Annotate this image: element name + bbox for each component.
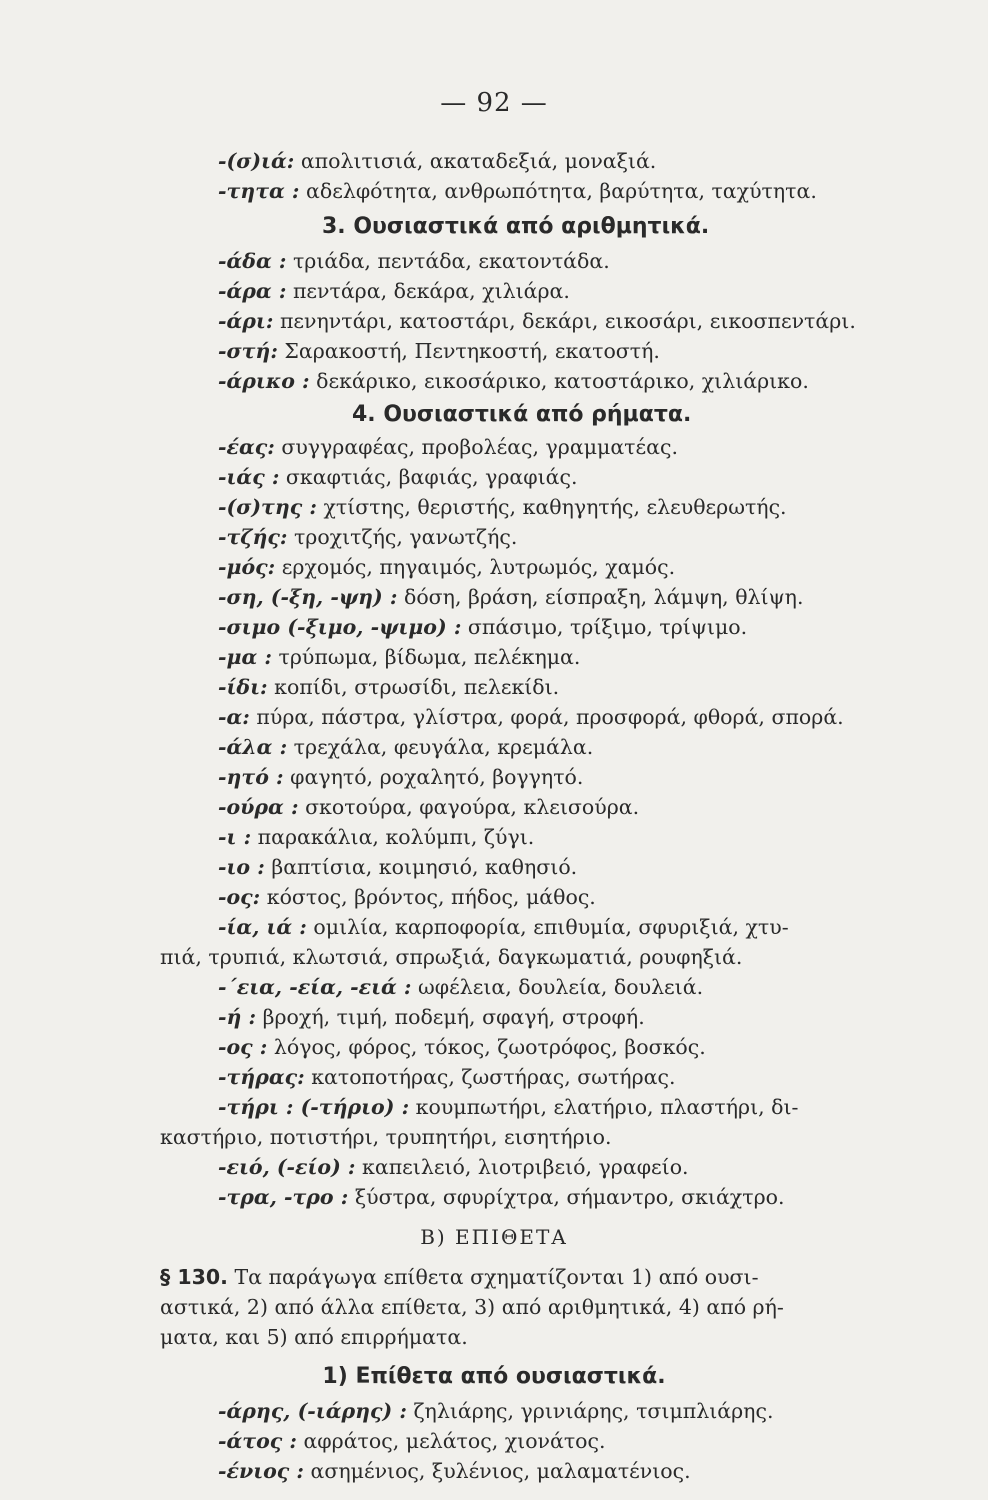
suffix: -άρης, (-ιάρης) : [218,1399,407,1423]
entry-line [218,246,888,276]
examples: βαπτίσια, κοιμησιό, καθησιό. [271,855,578,879]
entry-line [218,582,888,612]
suffix: -ητό : [218,765,284,789]
suffix: -ιο : [218,855,265,879]
section-title-adjectives: Β) ΕΠΙΘΕΤΑ [420,1225,568,1249]
suffix: -ος : [218,1035,268,1059]
examples: κόστος, βρόντος, πήδος, μάθος. [266,885,596,909]
examples: φαγητό, ροχαλητό, βογγητό. [290,765,584,789]
suffix: -τήρι : (-τήριο) : [218,1095,410,1119]
examples: λόγος, φόρος, τόκος, ζωοτρόφος, βοσκός. [273,1035,706,1059]
paragraph-line [160,1262,888,1292]
examples: κουμπωτήρι, ελατήριο, πλαστήρι, δι- [415,1095,799,1119]
suffix: -τρα, -τρο : [218,1185,349,1209]
section-mark: § 130. [160,1265,228,1289]
suffix: -τζής: [218,525,288,549]
entry-line [218,822,888,852]
examples: συγγραφέας, προβολέας, γραμματέας. [281,435,678,459]
examples: αδελφότητα, ανθρωπότητα, βαρύτητα, ταχύτητα. [306,179,817,203]
examples: Σαρακοστή, Πεντηκοστή, εκατοστή. [284,339,660,363]
examples: τρύπωμα, βίδωμα, πελέκημα. [278,645,581,669]
entry-line [218,732,888,762]
suffix: -α: [218,705,250,729]
entry-line [218,852,888,882]
examples: τρεχάλα, φευγάλα, κρεμάλα. [293,735,594,759]
examples: ερχομός, πηγαιμός, λυτρωμός, χαμός. [281,555,676,579]
entry-line [218,522,888,552]
entry-line [218,432,888,462]
suffix: -ένιος : [218,1459,304,1483]
suffix: -άρικο : [218,369,310,393]
suffix: -άτος : [218,1429,297,1453]
suffix: -ος: [218,885,261,909]
entry-line [218,762,888,792]
suffix: -ή : [218,1005,257,1029]
examples: δεκάρικο, εικοσάρικο, κατοστάρικο, χιλιάρικο. [316,369,809,393]
heading-verbs: 4. Ουσιαστικά από ρήματα. [352,402,692,427]
suffix: -(σ)ιά: [218,149,295,173]
paragraph-text: Τα παράγωγα επίθετα σχηματίζονται 1) από ουσι- [234,1265,759,1289]
suffix: -άρι: [218,309,274,333]
suffix: -μα : [218,645,272,669]
examples: σπάσιμο, τρίξιμο, τρίψιμο. [467,615,748,639]
entry-line [218,1426,888,1456]
entry-line [218,702,888,732]
entry-line [218,176,888,206]
examples: απολιτισιά, ακαταδεξιά, μοναξιά. [300,149,657,173]
entry-line [218,306,888,336]
examples: ωφέλεια, δουλεία, δουλειά. [418,975,704,999]
examples: τροχιτζής, γανωτζής. [293,525,518,549]
examples: ασημένιος, ξυλένιος, μαλαματένιος. [310,1459,691,1483]
suffix: -άδα : [218,249,287,273]
entry-continuation: καστήριο, ποτιστήρι, τρυπητήρι, εισητήριο. [160,1125,612,1149]
entry-line [218,882,888,912]
suffix: -τητα : [218,179,300,203]
examples: κοπίδι, στρωσίδι, πελεκίδι. [274,675,560,699]
suffix: -ση, (-ξη, -ψη) : [218,585,398,609]
suffix: -σιμο (-ξιμο, -ψιμο) : [218,615,462,639]
entry-line [218,492,888,522]
paragraph-line: αστικά, 2) από άλλα επίθετα, 3) από αριθμητικά, 4) από ρή- [160,1295,784,1319]
suffix: -(σ)της : [218,495,317,519]
suffix: -ιάς : [218,465,280,489]
examples: παρακάλια, κολύμπι, ζύγι. [257,825,535,849]
page-number: — 92 — [440,88,548,118]
entry-line [218,1152,888,1182]
entry-line [218,366,888,396]
examples: ομιλία, καρποφορία, επιθυμία, σφυριξιά, χτυ- [313,915,789,939]
entry-line [218,146,888,176]
examples: σκοτούρα, φαγούρα, κλεισούρα. [305,795,640,819]
entry-line [218,1396,888,1426]
examples: πενηντάρι, κατοστάρι, δεκάρι, εικοσάρι, εικοσπεντάρι. [279,309,856,333]
suffix: -τήρας: [218,1065,305,1089]
examples: πύρα, πάστρα, γλίστρα, φορά, προσφορά, φθορά, σπορά. [256,705,844,729]
suffix: -μός: [218,555,276,579]
entry-line [218,1182,888,1212]
heading-adjectives-from-nouns: 1) Επίθετα από ουσιαστικά. [322,1364,666,1389]
entry-line [218,1062,888,1092]
examples: ξύστρα, σφυρίχτρα, σήμαντρο, σκιάχτρο. [354,1185,785,1209]
entry-line [218,1032,888,1062]
entry-line [218,912,888,942]
entry-line [218,336,888,366]
entry-line [218,672,888,702]
entry-line [218,972,888,1002]
examples: ζηλιάρης, γρινιάρης, τσιμπλιάρης. [413,1399,774,1423]
paragraph-line: ματα, και 5) από επιρρήματα. [160,1325,468,1349]
entry-line [218,1092,888,1122]
suffix: -άρα : [218,279,287,303]
entry-line [218,612,888,642]
entry-line [218,642,888,672]
suffix: -΄εια, -εία, -ειά : [218,975,412,999]
examples: δόση, βράση, είσπραξη, λάμψη, θλίψη. [403,585,804,609]
suffix: -άλα : [218,735,288,759]
examples: τριάδα, πεντάδα, εκατοντάδα. [292,249,610,273]
entry-line [218,792,888,822]
examples: αφράτος, μελάτος, χιονάτος. [303,1429,606,1453]
examples: χτίστης, θεριστής, καθηγητής, ελευθερωτής. [323,495,787,519]
entry-continuation: πιά, τρυπιά, κλωτσιά, σπρωξιά, δαγκωματιά, ρουφηξιά. [160,945,743,969]
suffix: -ία, ιά : [218,915,307,939]
suffix: -ίδι: [218,675,268,699]
suffix: -έας: [218,435,275,459]
suffix: -στή: [218,339,278,363]
suffix: -ι : [218,825,252,849]
examples: πεντάρα, δεκάρα, χιλιάρα. [292,279,570,303]
examples: κατοποτήρας, ζωστήρας, σωτήρας. [311,1065,676,1089]
entry-line [218,1002,888,1032]
suffix: -ειό, (-είο) : [218,1155,356,1179]
entry-line [218,552,888,582]
entry-line [218,462,888,492]
entry-line [218,276,888,306]
examples: καπειλειό, λιοτριβειό, γραφείο. [362,1155,689,1179]
entry-line [218,1456,888,1486]
examples: βροχή, τιμή, ποδεμή, σφαγή, στροφή. [262,1005,645,1029]
suffix: -ούρα : [218,795,299,819]
examples: σκαφτιάς, βαφιάς, γραφιάς. [285,465,578,489]
heading-numerals: 3. Ουσιαστικά από αριθμητικά. [322,214,710,239]
